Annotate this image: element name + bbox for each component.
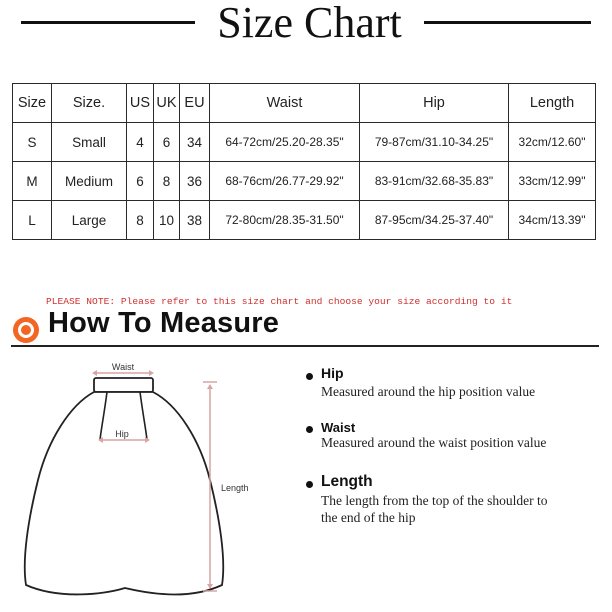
skirt-diagram [0,350,270,612]
table-cell: Large [52,201,127,240]
table-cell: 6 [154,123,180,162]
header-cell: US [127,84,154,123]
table-header-row [13,84,596,123]
table-cell: 36 [180,162,210,201]
header-cell: Size [13,84,52,123]
table-cell: S [13,123,52,162]
table-cell: 87-95cm/34.25-37.40" [360,201,509,240]
measure-description: Measured around the hip position value [321,384,536,399]
table-cell: 68-76cm/26.77-29.92" [210,162,360,201]
table-cell: M [13,162,52,201]
circle-bullet-icon [11,315,41,345]
bullet-icon [306,426,313,433]
table-cell: 8 [127,201,154,240]
how-to-measure-title: How To Measure [48,307,280,339]
size-chart-table [12,83,596,240]
how-to-measure-rule [11,345,599,347]
title-rule-right [424,21,591,24]
table-cell: 33cm/12.99" [509,162,596,201]
skirt-outline [25,392,224,594]
waist-diagram-label: Waist [111,362,135,372]
header-cell: Size. [52,84,127,123]
measure-heading: Hip [321,365,344,381]
table-cell: 83-91cm/32.68-35.83" [360,162,509,201]
table-cell: 34 [180,123,210,162]
page-title: Size Chart [217,0,402,47]
table-cell: 64-72cm/25.20-28.35" [210,123,360,162]
table-cell: 32cm/12.60" [509,123,596,162]
measure-heading: Waist [321,420,356,435]
table-cell: 79-87cm/31.10-34.25" [360,123,509,162]
table-cell: 34cm/13.39" [509,201,596,240]
table-cell: 6 [127,162,154,201]
skirt-waistband [94,378,153,392]
table-cell: 72-80cm/28.35-31.50" [210,201,360,240]
table-row [13,201,596,240]
table-cell: 38 [180,201,210,240]
header-cell: Length [509,84,596,123]
header-cell: EU [180,84,210,123]
measure-description: The length from the top of the shoulder to [321,493,548,508]
table-cell: 10 [154,201,180,240]
header-cell: UK [154,84,180,123]
size-note: PLEASE NOTE: Please refer to this size chart and choose your size according to it [46,296,513,307]
table-row [13,123,596,162]
header-cell: Waist [210,84,360,123]
measure-description: the end of the hip [321,510,416,525]
bullet-icon [306,481,313,488]
table-cell: 8 [154,162,180,201]
table-cell: 4 [127,123,154,162]
length-diagram-label: Length [221,483,249,493]
measure-heading: Length [321,473,373,490]
table-row [13,162,596,201]
table-cell: Medium [52,162,127,201]
table-cell: L [13,201,52,240]
bullet-icon [306,373,313,380]
header-cell: Hip [360,84,509,123]
title-rule-left [21,21,195,24]
measure-description: Measured around the waist position value [321,435,547,450]
table-cell: Small [52,123,127,162]
hip-diagram-label: Hip [115,429,129,439]
